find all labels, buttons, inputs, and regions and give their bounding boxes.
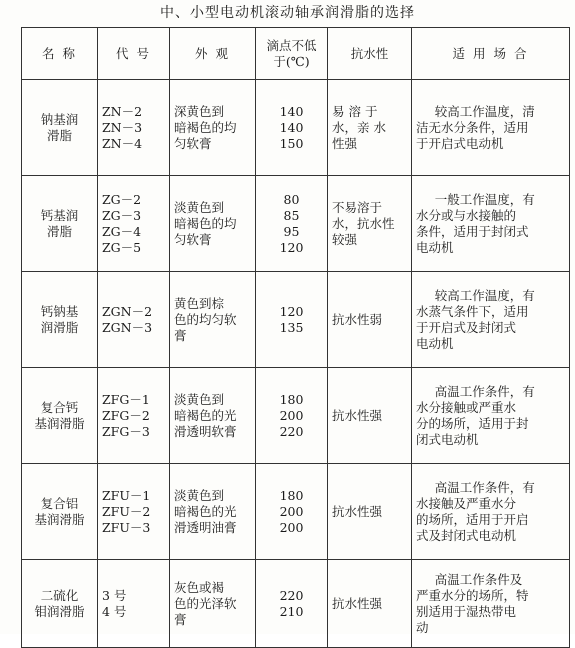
water-resistance-cell <box>328 176 412 272</box>
water-resistance-line: 抗水性弱 <box>332 311 383 327</box>
water-resistance-line: 水，亲 水 <box>332 119 386 135</box>
application-line: 电动机 <box>416 239 454 255</box>
appearance-cell <box>170 176 256 272</box>
dropping-point-cell <box>256 368 328 464</box>
grease-name-cell <box>22 176 98 272</box>
code-line: 3 号 <box>102 587 127 603</box>
code-line: ZFG－3 <box>102 423 150 439</box>
application-line: 一般工作温度，有 <box>434 191 535 207</box>
dropping-point-cell <box>256 272 328 368</box>
appearance-line: 灰色或褐 <box>174 579 225 595</box>
appearance-line: 匀软膏 <box>174 231 212 247</box>
water-resistance-cell <box>328 464 412 560</box>
application-line: 水接触及严重水分 <box>416 495 517 511</box>
grease-name-line: 钙钠基 <box>40 303 79 319</box>
table-row <box>22 560 570 648</box>
header-code: 代 号 <box>98 28 170 80</box>
code-line: 4 号 <box>102 603 127 619</box>
application-line: 高温工作条件，有 <box>434 479 535 495</box>
grease-name-line: 复合钙 <box>40 399 79 415</box>
water-resistance-line: 不易溶于 <box>332 199 383 215</box>
dropping-point-line: 210 <box>279 603 304 619</box>
grease-name-cell <box>22 368 98 464</box>
grease-selection-table <box>21 27 570 648</box>
grease-name-line: 润滑脂 <box>40 319 79 335</box>
dropping-point-line: 180 <box>279 391 304 407</box>
application-cell <box>412 176 570 272</box>
dropping-point-line: 200 <box>279 503 304 519</box>
code-line: ZGN－3 <box>102 319 153 335</box>
water-resistance-cell <box>328 272 412 368</box>
code-cell <box>98 176 170 272</box>
code-cell <box>98 368 170 464</box>
appearance-line: 匀软膏 <box>174 135 212 151</box>
appearance-line: 滑透明油膏 <box>174 519 237 535</box>
code-line: ZN－2 <box>102 103 143 119</box>
appearance-line: 淡黄色到 <box>174 391 225 407</box>
application-line: 于开启式电动机 <box>416 135 504 151</box>
table-row <box>22 368 570 464</box>
appearance-line: 色的均匀软 <box>174 311 237 327</box>
grease-name-line: 钠基润 <box>40 111 79 127</box>
application-line: 式及封闭式电动机 <box>416 527 517 543</box>
grease-name-cell <box>22 560 98 648</box>
appearance-cell <box>170 560 256 648</box>
water-resistance-line: 抗水性强 <box>332 595 383 611</box>
dropping-point-cell <box>256 560 328 648</box>
grease-name-cell <box>22 272 98 368</box>
code-cell <box>98 80 170 176</box>
appearance-line: 暗褐色的均 <box>174 119 237 135</box>
water-resistance-line: 抗水性强 <box>332 503 383 519</box>
appearance-line: 淡黄色到 <box>174 487 225 503</box>
application-cell <box>412 80 570 176</box>
dropping-point-line: 135 <box>279 319 304 335</box>
code-cell <box>98 560 170 648</box>
appearance-cell <box>170 464 256 560</box>
grease-name-cell <box>22 80 98 176</box>
water-resistance-line: 水，抗水性 <box>332 215 395 231</box>
application-line: 的场所，适用于开启 <box>416 511 529 527</box>
appearance-line: 淡黄色到 <box>174 199 225 215</box>
code-line: ZG－2 <box>102 191 142 207</box>
application-line: 高温工作条件及 <box>434 571 523 587</box>
dropping-point-line: 220 <box>279 587 304 603</box>
code-line: ZFU－3 <box>102 519 151 535</box>
application-line: 别适用于湿热带电 <box>416 603 517 619</box>
code-line: ZFG－2 <box>102 407 150 423</box>
application-line: 严重水分的场所，特 <box>416 587 529 603</box>
dropping-point-line: 150 <box>279 135 304 151</box>
dropping-point-line: 140 <box>279 103 304 119</box>
code-line: ZFU－1 <box>102 487 151 503</box>
water-resistance-cell <box>328 80 412 176</box>
application-line: 较高工作温度，有 <box>434 287 535 303</box>
appearance-cell <box>170 368 256 464</box>
application-line: 于开启式及封闭式 <box>416 319 517 335</box>
water-resistance-line: 性强 <box>332 135 358 151</box>
grease-name-line: 钙基润 <box>40 207 79 223</box>
grease-name-line: 基润滑脂 <box>34 415 85 431</box>
application-line: 水蒸气条件下，适用 <box>416 303 529 319</box>
application-line: 洁无水分条件，适用 <box>416 119 529 135</box>
code-line: ZG－5 <box>102 239 142 255</box>
dropping-point-line: 120 <box>279 303 304 319</box>
header-name: 名 称 <box>22 28 98 80</box>
appearance-line: 暗褐色的光 <box>174 503 237 519</box>
application-cell <box>412 272 570 368</box>
code-cell <box>98 272 170 368</box>
appearance-line: 膏 <box>174 611 187 627</box>
code-line: ZG－3 <box>102 207 142 223</box>
dropping-point-cell <box>256 80 328 176</box>
application-line: 水分接触或严重水 <box>416 399 517 415</box>
dropping-point-line: 95 <box>283 223 300 239</box>
grease-name-line: 基润滑脂 <box>34 511 85 527</box>
table-row <box>22 176 570 272</box>
code-line: ZN－3 <box>102 119 143 135</box>
application-line: 条件，适用于封闭式 <box>416 223 529 239</box>
appearance-line: 深黄色到 <box>174 103 225 119</box>
application-cell <box>412 464 570 560</box>
table-row <box>22 272 570 368</box>
dropping-point-line: 120 <box>279 239 304 255</box>
header-appearance: 外 观 <box>170 28 256 80</box>
dropping-point-line: 140 <box>279 119 304 135</box>
code-line: ZFG－1 <box>102 391 150 407</box>
appearance-line: 膏 <box>174 327 187 343</box>
table-body <box>22 80 570 648</box>
grease-name-line: 二硫化 <box>40 587 79 603</box>
appearance-line: 暗褐色的均 <box>174 215 237 231</box>
header-row <box>22 28 570 80</box>
code-line: ZFU－2 <box>102 503 151 519</box>
application-line: 动 <box>416 619 429 635</box>
table-row <box>22 80 570 176</box>
appearance-cell <box>170 80 256 176</box>
application-cell <box>412 368 570 464</box>
dropping-point-line: 85 <box>283 207 300 223</box>
code-line: ZN－4 <box>102 135 143 151</box>
appearance-line: 色的光泽软 <box>174 595 237 611</box>
water-resistance-cell <box>328 368 412 464</box>
water-resistance-cell <box>328 560 412 648</box>
dropping-point-line: 220 <box>279 423 304 439</box>
header-dropping-point-line: 于(℃) <box>273 53 310 69</box>
water-resistance-line: 较强 <box>332 231 358 247</box>
header-dropping-point-line: 滴点不低 <box>266 37 317 53</box>
application-line: 较高工作温度，清 <box>434 103 535 119</box>
appearance-line: 滑透明软膏 <box>174 423 237 439</box>
header-water-resistance: 抗水性 <box>328 28 412 80</box>
header-application: 适 用 场 合 <box>412 28 570 80</box>
application-cell <box>412 560 570 648</box>
table-title: 中、小型电动机滚动轴承润滑脂的选择 <box>160 5 415 21</box>
grease-name-line: 滑脂 <box>46 127 72 143</box>
application-line: 电动机 <box>416 335 454 351</box>
water-resistance-line: 易 溶 于 <box>332 103 378 119</box>
water-resistance-line: 抗水性强 <box>332 407 383 423</box>
appearance-cell <box>170 272 256 368</box>
code-line: ZGN－2 <box>102 303 153 319</box>
header-dropping-point <box>256 28 328 80</box>
code-cell <box>98 464 170 560</box>
application-line: 高温工作条件，有 <box>434 383 535 399</box>
application-line: 水分或与水接触的 <box>416 207 517 223</box>
dropping-point-line: 200 <box>279 407 304 423</box>
dropping-point-line: 80 <box>283 191 300 207</box>
grease-name-cell <box>22 464 98 560</box>
appearance-line: 暗褐色的光 <box>174 407 237 423</box>
dropping-point-cell <box>256 176 328 272</box>
dropping-point-cell <box>256 464 328 560</box>
code-line: ZG－4 <box>102 223 142 239</box>
grease-name-line: 复合铝 <box>40 495 79 511</box>
dropping-point-line: 200 <box>279 519 304 535</box>
application-line: 分的场所，适用于封 <box>416 415 529 431</box>
grease-name-line: 钼润滑脂 <box>34 603 85 619</box>
grease-name-line: 滑脂 <box>46 223 72 239</box>
dropping-point-line: 180 <box>279 487 304 503</box>
table-row <box>22 464 570 560</box>
appearance-line: 黄色到棕 <box>174 295 225 311</box>
application-line: 闭式电动机 <box>416 431 479 447</box>
